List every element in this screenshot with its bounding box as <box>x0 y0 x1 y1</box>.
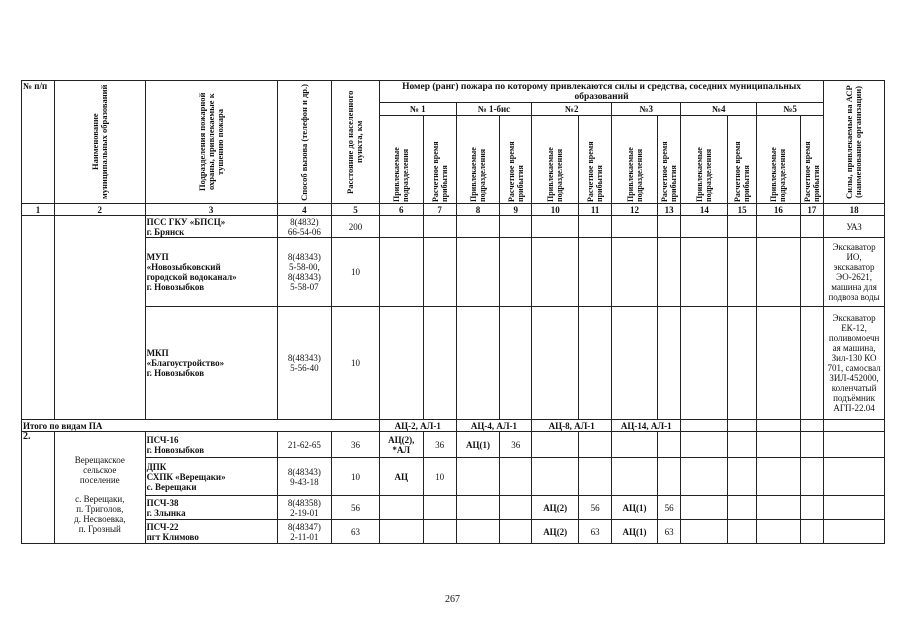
totals-rank-1: АЦ-2, АЛ-1 <box>379 420 456 432</box>
table-row <box>22 458 885 496</box>
col-num: 6 <box>379 204 423 216</box>
header-num: № п/п <box>22 81 55 204</box>
unit-cell: ДПК СХПК «Верещаки» с. Верещаки <box>145 458 277 496</box>
table-row <box>22 307 885 420</box>
rank-4: №4 <box>681 103 757 116</box>
col-num: 5 <box>332 204 380 216</box>
sub-time: Расчетное время прибытия <box>800 116 823 204</box>
table-row <box>22 432 885 458</box>
table-row <box>22 496 885 520</box>
col-num: 8 <box>456 204 500 216</box>
col-num: 7 <box>423 204 456 216</box>
distance-cell: 10 <box>332 238 380 307</box>
rank-cell <box>612 432 658 458</box>
totals-rank-1bis: АЦ-4, АЛ-1 <box>456 420 532 432</box>
distance-cell: 56 <box>332 496 380 520</box>
col-num: 9 <box>500 204 532 216</box>
unit-cell: ПСЧ-16 г. Новозыбков <box>145 432 277 458</box>
fire-rank-table <box>21 80 885 544</box>
col-num: 18 <box>824 204 885 216</box>
col-num: 2 <box>55 204 146 216</box>
distance-cell: 200 <box>332 216 380 238</box>
col-num: 13 <box>657 204 680 216</box>
header-asr: Силы, привлекаемые на АСР (наименование организации) <box>824 81 885 204</box>
rank-5: №5 <box>757 103 824 116</box>
unit-cell: МКП «Благоустройство» г. Новозыбков <box>145 307 277 420</box>
sub-time: Расчетное время прибытия <box>500 116 532 204</box>
table-row <box>22 238 885 307</box>
rank-3: №3 <box>612 103 681 116</box>
distance-cell: 36 <box>332 432 380 458</box>
phone-cell: 8(48343) 5-56-40 <box>277 307 331 420</box>
asr-cell: УАЗ <box>824 216 885 238</box>
sub-units: Привлекаемые подразделения <box>456 116 500 204</box>
totals-rank-2: АЦ-8, АЛ-1 <box>532 420 612 432</box>
col-num: 4 <box>277 204 331 216</box>
col-num: 15 <box>728 204 757 216</box>
rank-cell: АЦ(2), *АЛ <box>379 432 423 458</box>
rank-cell: АЦ(1) <box>612 496 658 520</box>
header-rank-group: Номер (ранг) пожара по которому привлекаются силы и средства, соседних муниципальных образований <box>379 81 823 103</box>
page-number: 267 <box>445 594 460 605</box>
time-cell: 63 <box>579 520 612 544</box>
time-cell: 56 <box>579 496 612 520</box>
row-num-cell <box>22 216 55 420</box>
muni-cell <box>55 216 146 420</box>
asr-cell: Экскаватор ИО, экскаватор ЭО-2621, машина для подвоза воды <box>824 238 885 307</box>
table-row <box>22 520 885 544</box>
phone-cell: 21-62-65 <box>277 432 331 458</box>
rank-cell <box>532 432 579 458</box>
sub-time: Расчетное время прибытия <box>579 116 612 204</box>
unit-cell: ПСС ГКУ «БПСЦ» г. Брянск <box>145 216 277 238</box>
rank-2: №2 <box>532 103 612 116</box>
sub-time: Расчетное время прибытия <box>423 116 456 204</box>
time-cell <box>579 432 612 458</box>
col-num: 3 <box>145 204 277 216</box>
header-call-method: Способ вызова (телефон и др.) <box>277 81 331 204</box>
sub-units: Привлекаемые подразделения <box>612 116 658 204</box>
col-num: 11 <box>579 204 612 216</box>
totals-rank-3: АЦ-14, АЛ-1 <box>612 420 681 432</box>
time-cell: 36 <box>500 432 532 458</box>
rank-1: № 1 <box>379 103 456 116</box>
muni-name: Верещакское сельское поселение <box>74 455 125 485</box>
col-num: 1 <box>22 204 55 216</box>
time-cell: 10 <box>423 458 456 496</box>
muni-cell <box>55 432 146 544</box>
time-cell: 63 <box>657 520 680 544</box>
header-units: Подразделения пожарной охраны, привлекаемые к тушению пожара <box>145 81 277 204</box>
phone-cell: 8(48358) 2-19-01 <box>277 496 331 520</box>
header-muni: Наименование муниципальных образований <box>55 81 146 204</box>
rank-cell: АЦ(2) <box>532 520 579 544</box>
rank-cell: АЦ(1) <box>456 432 500 458</box>
muni-places: с. Верещаки, п. Триголов, д. Несвоевка, п. Грозный <box>74 494 126 534</box>
col-num: 16 <box>757 204 801 216</box>
header-distance: Расстояние до населенного пункта, км <box>332 81 380 204</box>
col-num: 17 <box>800 204 823 216</box>
distance-cell: 10 <box>332 458 380 496</box>
sub-units: Привлекаемые подразделения <box>681 116 728 204</box>
asr-cell: Экскаватор ЕК-12, поливомоечн ая машина, Зил-130 КО 701, самосвал ЗИЛ-452000, коленчатый подъёмник АГП-22.04 <box>824 307 885 420</box>
totals-row <box>22 420 885 432</box>
phone-cell: 8(48347) 2-11-01 <box>277 520 331 544</box>
col-num: 14 <box>681 204 728 216</box>
time-cell: 56 <box>657 496 680 520</box>
time-cell: 36 <box>423 432 456 458</box>
totals-label: Итого по видам ПА <box>22 420 380 432</box>
table-row <box>22 216 885 238</box>
phone-cell: 8(48343) 9-43-18 <box>277 458 331 496</box>
sub-time: Расчетное время прибытия <box>728 116 757 204</box>
column-numbers-row <box>22 204 885 216</box>
unit-cell: ПСЧ-38 г. Злынка <box>145 496 277 520</box>
rank-cell: АЦ(1) <box>612 520 658 544</box>
distance-cell: 10 <box>332 307 380 420</box>
col-num: 12 <box>612 204 658 216</box>
rank-1bis: № 1-бис <box>456 103 532 116</box>
sub-time: Расчетное время прибытия <box>657 116 680 204</box>
rank-cell: АЦ(2) <box>532 496 579 520</box>
sub-units: Привлекаемые подразделения <box>532 116 579 204</box>
phone-cell: 8(48343) 5-58-00, 8(48343) 5-58-07 <box>277 238 331 307</box>
time-cell <box>657 432 680 458</box>
rank-cell: АЦ <box>379 458 423 496</box>
sub-units: Привлекаемые подразделения <box>379 116 423 204</box>
unit-cell: ПСЧ-22 пгт Климово <box>145 520 277 544</box>
unit-cell: МУП «Новозыбковский городской водоканал» г. Новозыбков <box>145 238 277 307</box>
distance-cell: 63 <box>332 520 380 544</box>
sub-units: Привлекаемые подразделения <box>757 116 801 204</box>
phone-cell: 8(4832) 66-54-06 <box>277 216 331 238</box>
col-num: 10 <box>532 204 579 216</box>
row-num-cell: 2. <box>22 432 55 544</box>
